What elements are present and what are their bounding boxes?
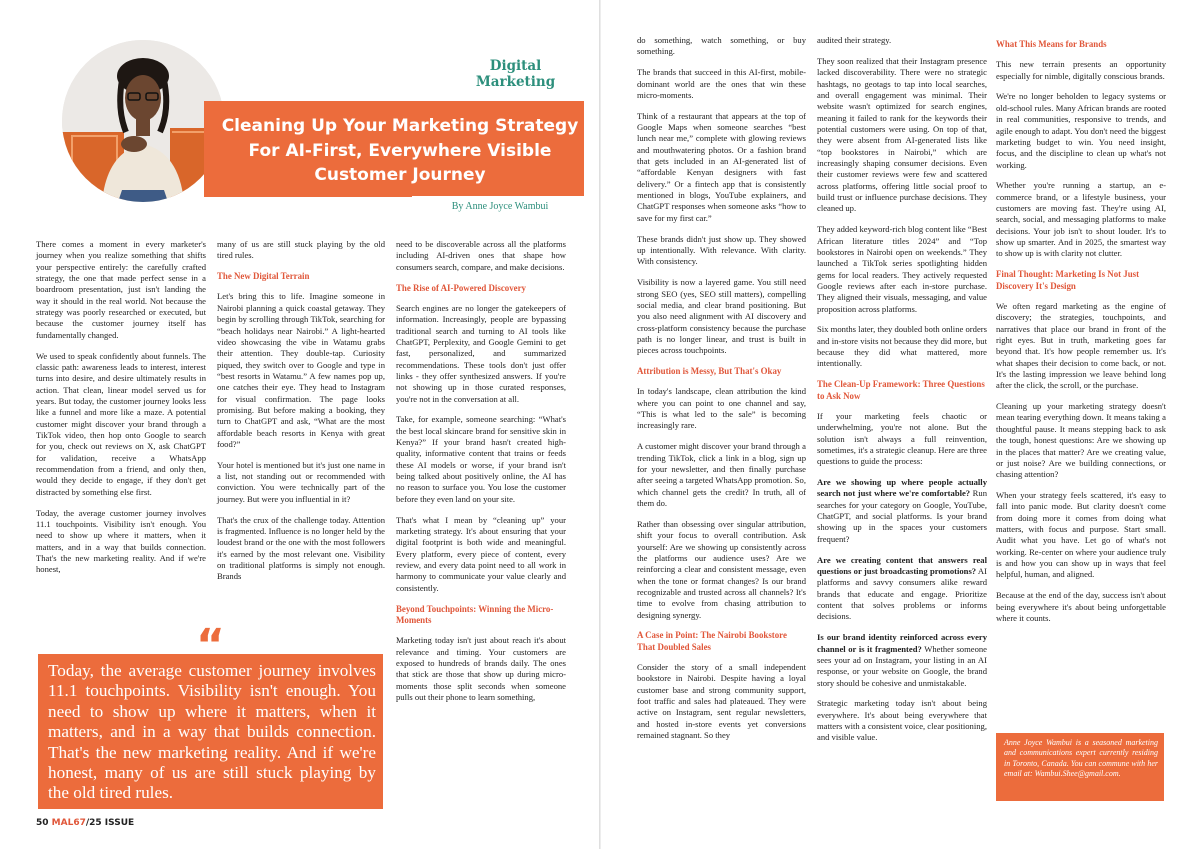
body-paragraph: Search engines are no longer the gatekeepers of information. Increasingly, people are bypassing traditional search and turning to AI tools like ChatGPT, Perplexity, and Google Gemini to get fast, personalized, and summarized recommendations. These tools don't just offer links - they offer synthesized answers. If you're not showing up in those curated responses, you're not in the conversation at all. — [396, 302, 566, 404]
question-body: Whether someone sees your ad on Instagram, your listing in an AI response, or your website on Google, the brand story should be cohesive and unmistakable. — [817, 643, 987, 688]
page-number: 50 — [36, 818, 49, 828]
body-paragraph: There comes a moment in every marketer's journey when you realize something that shifts your perspective entirely: the carefully crafted strategy, the one that made perfect sense in a boardroom presentation, just isn't landing the way it should in the real world. Not because the strategy was poorly researched or executed, but because the customer journey itself has fundamentally changed. — [36, 239, 206, 340]
body-paragraph: Let's bring this to life. Imagine someone in Nairobi planning a quick coastal getaway. They begin by scrolling through TikTok, searching for “beach holidays near Nairobi.” A light-hearted video showcasing the vibe in Watamu grabs their attention. They double-tap. Curiosity piqued, they switch over to Google and type in “best resorts in Watamu.” A few names pop up, one catches their eye. They head to Instagram for visual confirmation. The page looks promising. But before making a booking, they turn to ChatGPT and ask, “What are the most affordable beach resorts in Kenya with great food?” — [217, 291, 385, 449]
page-spine — [599, 0, 601, 849]
pull-quote-text: Today, the average customer journey involves 11.1 touchpoints. Visibility isn't enough. You need to show up where it matters, when it matters, and in a way that builds connection. That's the new marketing reality. And if we're honest, many of us are still stuck playing by the old tired rules. — [48, 661, 376, 803]
body-paragraph: They soon realized that their Instagram presence lacked discoverability. There were no strategic hashtags, no geotags to tap into local searches, and overall engagement was minimal. Their website wasn't optimized for search engines, meaning it failed to rank for the keywords their potential customers were using. On top of that, they were absent from AI-generated lists like “top bookstores in Nairobi,” which are increasingly shaping consumer decisions. Even their customer reviews were few and scattered across platforms, offering little social proof to build trust or influence purchase decisions. They cleaned up. — [817, 55, 987, 214]
body-paragraph: We often regard marketing as the engine of discovery; the strategies, touchpoints, and narratives that place our brand in front of the right eyes. But in truth, marketing goes far beyond that. It's how people remember us. It's what shapes their decision to come back, or not. It's the lasting impression we leave behind long after the click, the scroll, or the purchase. — [996, 300, 1166, 391]
question-body: Run searches for your category on Google, YouTube, ChatGPT, and social platforms. Is your brand showing up in the spaces your customers frequent? — [817, 488, 987, 544]
quote-mark-icon: “ — [196, 620, 225, 671]
body-paragraph: Your hotel is mentioned but it's just one name in a list, not standing out or recommended with conviction. You were technically part of the journey. But were you influential in it? — [217, 459, 385, 504]
question-lead: Are we showing up where people actually search not just where we're comfortable? — [817, 477, 987, 499]
body-paragraph: If your marketing feels chaotic or underwhelming, you're not alone. But the solution isn't always a full reinvention, sometimes, it's a strategic cleanup. Here are three questions to guide the process: — [817, 410, 987, 467]
column-2 — [217, 239, 385, 592]
section-heading: Beyond Touchpoints: Winning the Micro-Moments — [396, 603, 554, 625]
body-paragraph: Because at the end of the day, success isn't about being everywhere it's about being unforgettable where it counts. — [996, 590, 1166, 623]
body-paragraph: Today, the average customer journey involves 11.1 touchpoints. Visibility isn't enough. You need to show up where it matters, when it matters, and in a way that builds connection. That's the new marketing reality. And if we're honest, — [36, 507, 206, 575]
issue-label: /25 ISSUE — [85, 818, 135, 828]
article-title: Cleaning Up Your Marketing Strategy For AI-First, Everywhere Visible Customer Journey — [221, 116, 579, 185]
body-paragraph: That's what I mean by “cleaning up” your marketing strategy. It's about ensuring that your digital footprint is both wide and meaningful. Every platform, every piece of content, every review, and every data point need to all work in harmony to communicate your value clearly and consistently. — [396, 514, 566, 593]
section-heading: Final Thought: Marketing Is Not Just Discovery It's Design — [996, 269, 1140, 291]
body-paragraph: Take, for example, someone searching: “What's the best local skincare brand for sensitive skin in Kenya?” If your brand hasn't created high-quality, informative content that trains or feeds these AI models or worse, if your brand isn't being talked about positively online, the AI has no reason to surface you. You lose the customer before they even land on your site. — [396, 414, 566, 504]
column-1 — [36, 239, 206, 585]
section-heading: The New Digital Terrain — [217, 271, 310, 282]
question-paragraph — [817, 477, 987, 545]
section-heading: The Rise of AI-Powered Discovery — [396, 282, 526, 293]
body-paragraph: audited their strategy. — [817, 35, 892, 45]
author-portrait — [62, 40, 224, 202]
question-body: AI platforms and savvy consumers alike reward brands that educate and engage. Prioritize content that solves problems or informs decisions. — [817, 566, 987, 622]
body-paragraph: This new terrain presents an opportunity especially for nimble, digitally conscious brands. — [996, 59, 1166, 81]
body-paragraph: many of us are still stuck playing by the old tired rules. — [217, 239, 385, 261]
section-heading: Attribution is Messy, But That's Okay — [637, 366, 782, 377]
magazine-name: MAL67 — [51, 818, 86, 828]
column-6 — [996, 35, 1166, 634]
question-paragraph — [817, 632, 987, 689]
byline: By Anne Joyce Wambui — [451, 201, 549, 212]
body-paragraph: Visibility is now a layered game. You still need strong SEO (yes, SEO still matters), compelling social media, and clear brand positioning. But you also need alignment with AI discovery and cross-platform consistency because the purchase path is no longer linear, and trust is built in pieces across touchpoints. — [637, 277, 806, 356]
column-5 — [817, 35, 987, 753]
body-paragraph: need to be discoverable across all the platforms including AI-driven ones that shape how consumers search, compare, and make decisions. — [396, 239, 566, 272]
body-paragraph: Whether you're running a startup, an e-commerce brand, or a lifestyle business, your customers are moving fast. They're using AI, search, social, and messaging platforms to make decisions. Your job isn't to shout louder. It's to show up smarter. And in 2025, the smartest way to show up is with clarity not clutter. — [996, 180, 1166, 259]
body-paragraph: We're no longer beholden to legacy systems or old-school rules. Many African brands are rooted in real communities, responsive to trends, and agile enough to adapt. You don't need the biggest marketing budget to win. You need insight, focus, and the discipline to clean up what's not working. — [996, 91, 1166, 170]
section-heading: A Case in Point: The Nairobi Bookstore That Doubled Sales — [637, 630, 787, 652]
body-paragraph: Cleaning up your marketing strategy doesn't mean tearing everything down. It means taking a thoughtful pause. It means stepping back to ask the tough, honest questions: Are we showing up in the places that matter? Are we creating value, or just noise? Are we building connections, or chasing attention? — [996, 401, 1166, 480]
question-lead: Are we creating content that answers real questions or just broadcasting promotions? — [817, 554, 987, 576]
body-paragraph: Rather than obsessing over singular attribution, shift your focus to overall contribution. Ask yourself: Are we showing up consistently across the platforms our audience uses? Are we reinforcing a clear and consistent message, even when the tone or format changes? Is our brand recognizable and trusted across all channels? It's time to evolve from chasing attribution to designing synergy. — [637, 518, 806, 620]
body-paragraph: Consider the story of a small independent bookstore in Nairobi. Despite having a loyal customer base and strong community support, foot traffic and sales had plateaued. They were active on Instagram, sent regular newsletters, and hosted in-store events yet conversions remained stagnant. So they — [637, 662, 806, 741]
body-paragraph: These brands didn't just show up. They showed up intentionally. With relevance. With clarity. With consistency. — [637, 233, 806, 267]
body-paragraph: In today's landscape, clean attribution the kind where you can point to one channel and say, “This is what led to the sale” is becoming increasingly rare. — [637, 386, 806, 431]
body-paragraph: That's the crux of the challenge today. Attention is fragmented. Influence is no longer held by the loudest brand or the one with the most followers it's earned by the most relevant one. Visibility on traditional platforms is simply not enough. Brands — [217, 514, 385, 582]
body-paragraph: Think of a restaurant that appears at the top of Google Maps when someone searches “best lunch near me,” complete with glowing reviews and mouthwatering photos. Or a fashion brand that gets included in an AI-generated list of “affordable Kenyan designers with fast delivery.” Or a fintech app that is consistently mentioned in blogs, YouTube explainers, and ChatGPT responses when someone asks “how to save for my first car.” — [637, 110, 806, 223]
category-label: Digital Marketing — [475, 58, 556, 90]
section-heading: The Clean-Up Framework: Three Questions to Ask Now — [817, 379, 985, 401]
body-paragraph: Marketing today isn't just about reach it's about relevance and timing. Your customers are exposed to hundreds of brands daily. The ones that stick are those that show up during micro-moments those split seconds when someone pulls out their phone to learn something, — [396, 635, 566, 702]
body-paragraph: Six months later, they doubled both online orders and in-store visits not because they did more, but because they did what mattered, more intentionally. — [817, 324, 987, 369]
section-heading: What This Means for Brands — [996, 39, 1107, 49]
body-paragraph: We used to speak confidently about funnels. The classic path: awareness leads to interest, interest turns into desire, and desire ultimately results in action. That clean, linear model served us for years. But today, the customer journey looks less like a funnel and more like a maze. A potential customer might discover your brand through a TikTok video, then hop onto Google to search for you, check out reviews on X, ask ChatGPT for validation, receive a WhatsApp recommendation from a friend, and only then, would they decide to engage, if they don't get distracted by something else first. — [36, 350, 206, 497]
author-bio: Anne Joyce Wambui is a seasoned marketing and communications expert currently residing in Toronto, Canada. You can commune with her email at: Wambui.Shee@gmail.com. — [1004, 738, 1158, 779]
question-paragraph — [817, 555, 987, 623]
body-paragraph: do something, watch something, or buy something. — [637, 35, 806, 57]
body-paragraph: A customer might discover your brand through a trending TikTok, click a link in a blog, sign up for your newsletter, and then finally purchase after seeing a targeted WhatsApp promotion. So, which channel gets the credit? In truth, all of them do. — [637, 441, 806, 508]
body-paragraph: When your strategy feels scattered, it's easy to fall into panic mode. But clarity doesn't come from doing more it comes from doing what matters, with focus and purpose. Start small. Audit what you have. Let go of what's not working. Re-center on where your audience truly is and how you can show up in ways that feel helpful, human, and aligned. — [996, 490, 1166, 580]
column-4 — [637, 35, 806, 751]
body-paragraph: The brands that succeed in this AI-first, mobile-dominant world are the ones that win these micro-moments. — [637, 67, 806, 100]
page-footer — [36, 818, 134, 828]
question-lead: Is our brand identity reinforced across every channel or is it fragmented? — [817, 632, 987, 654]
body-paragraph: They added keyword-rich blog content like “Best African literature titles 2024” and “Top bookstores in Nairobi open on weekends.” They launched a TikTok series spotlighting hidden gems for local readers. They actively requested Google reviews after each in-store purchase. They aligned their visuals, messaging, and value proposition across platforms. — [817, 224, 987, 314]
column-3 — [396, 239, 566, 713]
category-tab — [448, 52, 583, 90]
body-paragraph: Strategic marketing today isn't about being everywhere. It's about being everywhere that matters with a consistent voice, clear positioning, and visible value. — [817, 698, 987, 743]
